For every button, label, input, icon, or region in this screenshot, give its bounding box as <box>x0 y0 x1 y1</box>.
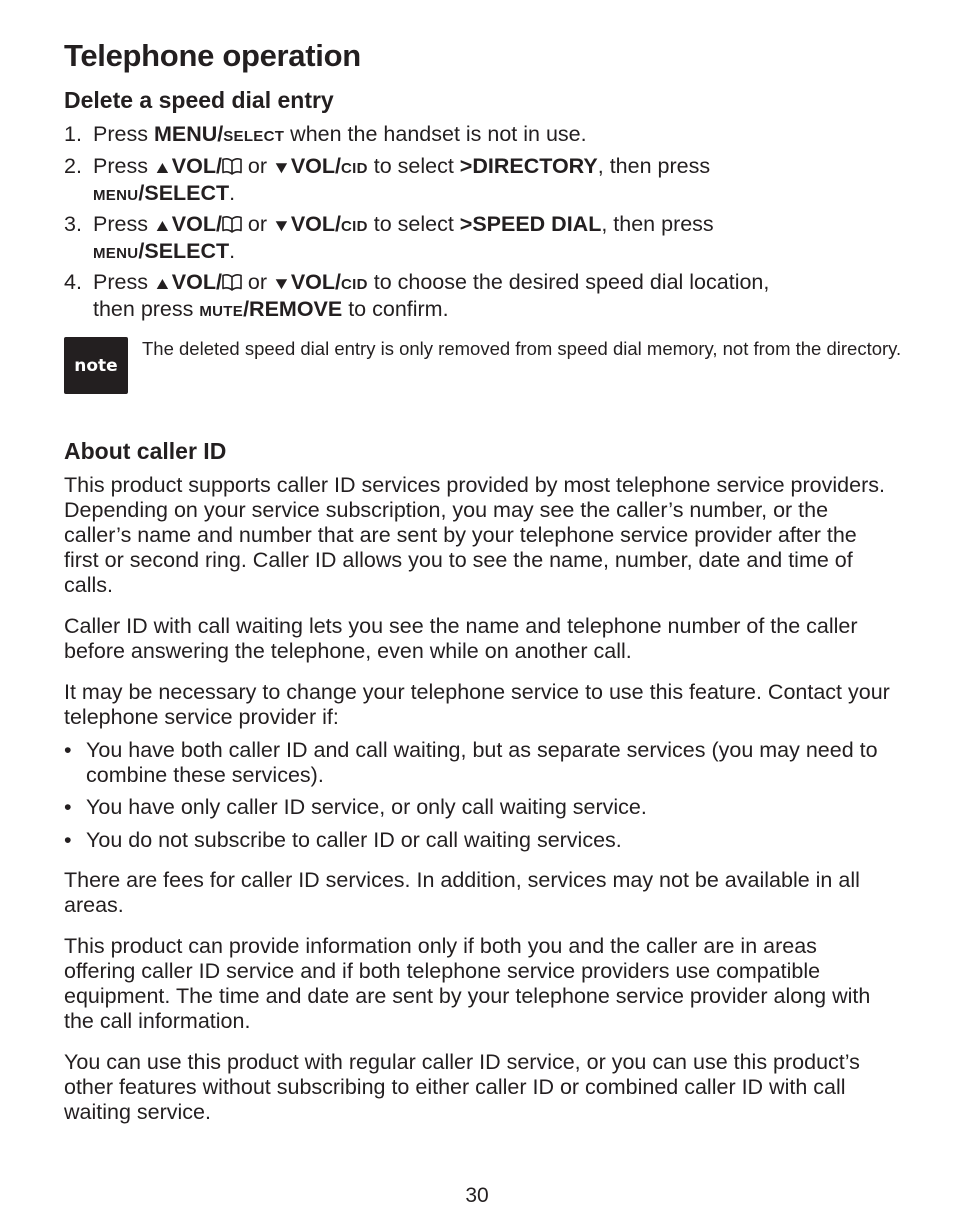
bullet-icon: • <box>64 828 72 852</box>
step-number: 3. <box>64 212 82 236</box>
step-4: 4. Press ▲VOL/ or ▼VOL/CID to choose the desired speed dial location, then press MUTE/REMOVE to confirm. <box>64 270 770 321</box>
directory-menu-item: >DIRECTORY <box>459 154 598 178</box>
note-text: The deleted speed dial entry is only removed from speed dial memory, not from the directory. <box>142 338 902 359</box>
down-triangle-icon: ▼ <box>271 216 292 235</box>
paragraph-usage: You can use this product with regular caller ID service, or you can use this product’s other features without subscribing to either caller ID or combined caller ID with call waiting service. <box>64 1050 860 1124</box>
select-key: SELECT <box>223 128 285 145</box>
menu-key: MENU/ <box>153 122 224 146</box>
paragraph-requirements: This product can provide information only if both you and the caller are in areas offering caller ID service and if both telephone service providers use compatible equipment. The time and date are sent by your telephone service provider along with the call information. <box>64 934 871 1033</box>
step-number: 2. <box>64 154 82 178</box>
about-caller-id-heading: About caller ID <box>64 438 227 464</box>
up-triangle-icon: ▲ <box>152 216 173 235</box>
down-triangle-icon: ▼ <box>271 158 292 177</box>
paragraph-fees: There are fees for caller ID services. In addition, services may not be available in all areas. <box>64 868 860 917</box>
up-triangle-icon: ▲ <box>152 274 173 293</box>
step-3: 3. Press ▲VOL/ or ▼VOL/CID to select >SPEED DIAL, then press MENU/SELECT. <box>64 212 714 263</box>
page-title: Telephone operation <box>64 38 361 73</box>
paragraph-service-change: It may be necessary to change your telephone service to use this feature. Contact your telephone service provider if: <box>64 680 890 729</box>
step-number: 1. <box>64 122 82 146</box>
step-number: 4. <box>64 270 82 294</box>
paragraph-intro: This product supports caller ID services provided by most telephone service providers. Depending on your service subscription, you may see the caller’s number, or the caller’s name and number that are sent by your telephone service provider after the first or second ring. Caller ID allows you to see the name, number, date and time of calls. <box>64 473 885 597</box>
step-1: 1. Press MENU/SELECT when the handset is not in use. <box>64 122 587 146</box>
list-item: • You have only caller ID service, or only call waiting service. <box>64 795 647 819</box>
bullet-icon: • <box>64 795 72 819</box>
open-book-icon <box>222 273 242 291</box>
open-book-icon <box>222 157 242 175</box>
down-triangle-icon: ▼ <box>271 274 292 293</box>
bullet-icon: • <box>64 738 72 762</box>
speed-dial-menu-item: >SPEED DIAL <box>459 212 602 236</box>
list-item: • You have both caller ID and call waiting, but as separate services (you may need to combine these services). <box>64 738 878 787</box>
up-triangle-icon: ▲ <box>152 158 173 177</box>
open-book-icon <box>222 215 242 233</box>
step-2: 2. Press ▲VOL/ or ▼VOL/CID to select >DIRECTORY, then press MENU/SELECT. <box>64 154 711 205</box>
list-item: • You do not subscribe to caller ID or call waiting services. <box>64 828 622 852</box>
note-badge: note <box>64 337 128 394</box>
page-number: 30 <box>465 1184 489 1207</box>
paragraph-call-waiting: Caller ID with call waiting lets you see the name and telephone number of the caller before answering the telephone, even while on another call. <box>64 614 858 663</box>
delete-speed-dial-heading: Delete a speed dial entry <box>64 87 334 113</box>
